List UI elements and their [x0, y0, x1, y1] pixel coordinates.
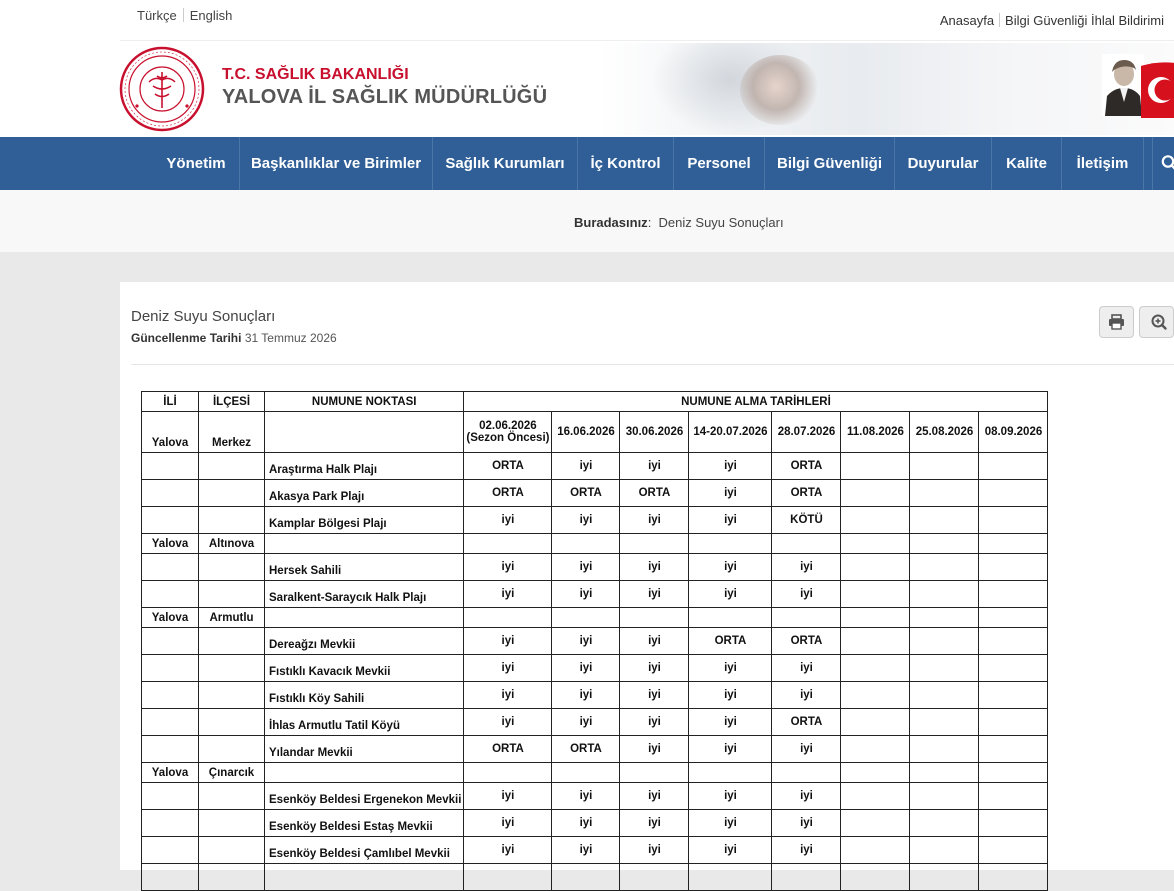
- breadcrumb-bar: [0, 190, 1174, 252]
- result-cell: iyi: [620, 736, 689, 763]
- nav-item-baskanliklar[interactable]: Başkanlıklar ve Birimler: [240, 137, 433, 190]
- result-cell: iyi: [552, 837, 620, 864]
- header-sample-point: NUMUNE NOKTASI: [265, 392, 464, 412]
- result-cell: [979, 480, 1048, 507]
- result-cell: ORTA: [772, 709, 841, 736]
- update-date: [131, 331, 337, 345]
- result-cell: [841, 864, 910, 891]
- date-note: (Sezon Öncesi): [466, 432, 549, 444]
- date-header-5: 28.07.2026: [772, 412, 841, 453]
- portrait-image: [1102, 54, 1144, 116]
- empty-cell: [552, 534, 620, 554]
- language-english-link[interactable]: English: [190, 8, 233, 23]
- table-row: [142, 837, 1048, 864]
- result-cell: iyi: [772, 682, 841, 709]
- empty-cell: [772, 534, 841, 554]
- group-row: [142, 608, 1048, 628]
- empty-cell: [199, 655, 265, 682]
- nav-item-kalite[interactable]: Kalite: [992, 137, 1062, 190]
- table-row: [142, 628, 1048, 655]
- sample-point-name: Araştırma Halk Plajı: [265, 453, 464, 480]
- result-cell: [841, 709, 910, 736]
- empty-cell: [841, 763, 910, 783]
- empty-cell: [199, 682, 265, 709]
- result-cell: iyi: [464, 810, 552, 837]
- sample-point-name: Esenköy Beldesi Çamlıbel Mevkii: [265, 837, 464, 864]
- result-cell: iyi: [620, 810, 689, 837]
- result-cell: [841, 655, 910, 682]
- result-cell: iyi: [620, 682, 689, 709]
- empty-cell: [142, 709, 199, 736]
- site-header: [0, 40, 1174, 137]
- empty-cell: [689, 534, 772, 554]
- empty-cell: [142, 864, 199, 891]
- table-date-row: [142, 412, 1048, 453]
- result-cell: [689, 864, 772, 891]
- header-sampling-dates: NUMUNE ALMA TARİHLERİ: [464, 392, 1048, 412]
- print-button[interactable]: [1099, 306, 1134, 338]
- result-cell: ORTA: [464, 736, 552, 763]
- nav-item-yonetim[interactable]: Yönetim: [153, 137, 240, 190]
- empty-cell: [199, 628, 265, 655]
- result-cell: iyi: [464, 709, 552, 736]
- result-cell: [910, 507, 979, 534]
- nav-item-ic-kontrol[interactable]: İç Kontrol: [578, 137, 674, 190]
- main-navigation: [0, 137, 1174, 190]
- result-cell: iyi: [620, 581, 689, 608]
- empty-cell: [142, 581, 199, 608]
- result-cell: [841, 736, 910, 763]
- result-cell: ORTA: [772, 480, 841, 507]
- result-cell: [910, 837, 979, 864]
- sample-point-name: Saralkent-Saraycık Halk Plajı: [265, 581, 464, 608]
- result-cell: iyi: [620, 554, 689, 581]
- result-cell: iyi: [552, 783, 620, 810]
- top-links: [940, 13, 1164, 28]
- nav-item-bilgi-guvenligi[interactable]: Bilgi Güvenliği: [765, 137, 895, 190]
- empty-cell: [199, 837, 265, 864]
- breadcrumb: [574, 215, 784, 230]
- result-cell: [841, 628, 910, 655]
- empty-cell: [142, 783, 199, 810]
- zoom-in-button[interactable]: [1139, 306, 1174, 338]
- date-header-7: 25.08.2026: [910, 412, 979, 453]
- result-cell: [979, 628, 1048, 655]
- table-row: [142, 783, 1048, 810]
- date-header-3: 30.06.2026: [620, 412, 689, 453]
- empty-cell: [772, 763, 841, 783]
- empty-cell: [199, 709, 265, 736]
- result-cell: iyi: [464, 554, 552, 581]
- empty-cell: [841, 608, 910, 628]
- result-cell: [979, 453, 1048, 480]
- update-date-value: 31 Temmuz 2026: [245, 331, 337, 345]
- sample-point-name: Fıstıklı Kavacık Mevkii: [265, 655, 464, 682]
- result-cell: [979, 655, 1048, 682]
- result-cell: [841, 453, 910, 480]
- result-cell: iyi: [552, 628, 620, 655]
- result-cell: iyi: [689, 655, 772, 682]
- group-il: Yalova: [142, 608, 199, 628]
- result-cell: iyi: [689, 783, 772, 810]
- result-cell: iyi: [689, 810, 772, 837]
- result-cell: iyi: [552, 507, 620, 534]
- security-breach-report-link[interactable]: Bilgi Güvenliği İhlal Bildirimi: [1005, 13, 1164, 28]
- empty-cell: [841, 534, 910, 554]
- empty-cell: [199, 554, 265, 581]
- result-cell: [910, 480, 979, 507]
- table-header-row: [142, 392, 1048, 412]
- empty-cell: [620, 608, 689, 628]
- ministry-seal-icon: [119, 46, 205, 132]
- nav-item-saglik-kurumlari[interactable]: Sağlık Kurumları: [433, 137, 578, 190]
- group-il: Yalova: [142, 763, 199, 783]
- sample-point-name: Hersek Sahili: [265, 554, 464, 581]
- empty-cell: [142, 837, 199, 864]
- group-ilce: Altınova: [199, 534, 265, 554]
- result-cell: [979, 682, 1048, 709]
- result-cell: KÖTÜ: [772, 507, 841, 534]
- header-banner-image: [600, 43, 1174, 135]
- result-cell: [841, 554, 910, 581]
- table-row: [142, 581, 1048, 608]
- empty-cell: [142, 480, 199, 507]
- empty-cell: [689, 608, 772, 628]
- search-icon: [1153, 137, 1174, 190]
- result-cell: iyi: [772, 810, 841, 837]
- empty-cell: [979, 608, 1048, 628]
- result-cell: iyi: [464, 628, 552, 655]
- table-row: [142, 736, 1048, 763]
- result-cell: [979, 810, 1048, 837]
- result-cell: iyi: [464, 581, 552, 608]
- result-cell: ORTA: [464, 453, 552, 480]
- result-cell: [772, 864, 841, 891]
- empty-cell: [772, 608, 841, 628]
- content-card: [120, 282, 1174, 870]
- result-cell: iyi: [689, 581, 772, 608]
- result-cell: [910, 709, 979, 736]
- result-cell: [979, 507, 1048, 534]
- empty-cell: [464, 534, 552, 554]
- table-body: [142, 392, 1048, 891]
- language-switcher: [137, 8, 232, 23]
- result-cell: [910, 682, 979, 709]
- result-cell: [552, 864, 620, 891]
- table-row: [142, 709, 1048, 736]
- empty-cell: [620, 534, 689, 554]
- result-cell: ORTA: [689, 628, 772, 655]
- sample-point-name: Dereağzı Mevkii: [265, 628, 464, 655]
- result-cell: ORTA: [772, 628, 841, 655]
- result-cell: ORTA: [620, 480, 689, 507]
- empty-cell: [910, 608, 979, 628]
- group-ilce: Çınarcık: [199, 763, 265, 783]
- date-header-8: 08.09.2026: [979, 412, 1048, 453]
- group-il: Yalova: [142, 534, 199, 554]
- result-cell: [841, 810, 910, 837]
- result-cell: iyi: [620, 628, 689, 655]
- result-cell: ORTA: [552, 736, 620, 763]
- result-cell: [910, 864, 979, 891]
- divider: [183, 8, 184, 22]
- result-cell: iyi: [689, 682, 772, 709]
- result-cell: iyi: [552, 581, 620, 608]
- result-cell: iyi: [464, 655, 552, 682]
- date-header-4: 14-20.07.2026: [689, 412, 772, 453]
- result-cell: [620, 864, 689, 891]
- result-cell: iyi: [689, 453, 772, 480]
- result-cell: iyi: [620, 709, 689, 736]
- empty-cell: [142, 453, 199, 480]
- result-cell: ORTA: [552, 480, 620, 507]
- divider: [120, 40, 1174, 41]
- result-cell: [979, 837, 1048, 864]
- breadcrumb-current-link[interactable]: Deniz Suyu Sonuçları: [659, 215, 784, 230]
- result-cell: iyi: [552, 453, 620, 480]
- empty-cell: [552, 763, 620, 783]
- table-row: [142, 810, 1048, 837]
- result-cell: iyi: [552, 810, 620, 837]
- group-il: Yalova: [142, 412, 199, 453]
- result-cell: iyi: [689, 837, 772, 864]
- result-cell: [841, 682, 910, 709]
- result-cell: [910, 655, 979, 682]
- result-cell: [979, 864, 1048, 891]
- result-cell: iyi: [689, 480, 772, 507]
- result-cell: iyi: [464, 682, 552, 709]
- result-cell: iyi: [772, 581, 841, 608]
- empty-cell: [199, 783, 265, 810]
- directorate-name: YALOVA İL SAĞLIK MÜDÜRLÜĞÜ: [222, 86, 547, 109]
- table-row: [142, 655, 1048, 682]
- result-cell: [979, 783, 1048, 810]
- nav-item-iletisim[interactable]: İletişim: [1062, 137, 1144, 190]
- result-cell: [979, 581, 1048, 608]
- result-cell: iyi: [620, 507, 689, 534]
- result-cell: [841, 783, 910, 810]
- result-cell: [979, 554, 1048, 581]
- empty-cell: [910, 763, 979, 783]
- result-cell: iyi: [689, 554, 772, 581]
- result-cell: [910, 810, 979, 837]
- result-cell: [841, 480, 910, 507]
- result-cell: iyi: [620, 783, 689, 810]
- sample-point-name: [265, 864, 464, 891]
- empty-cell: [199, 810, 265, 837]
- result-cell: [979, 709, 1048, 736]
- empty-cell: [265, 534, 464, 554]
- sample-point-name: Akasya Park Plajı: [265, 480, 464, 507]
- empty-cell: [142, 810, 199, 837]
- table-row: [142, 554, 1048, 581]
- empty-cell: [199, 581, 265, 608]
- top-bar: [0, 0, 1174, 40]
- result-cell: iyi: [772, 783, 841, 810]
- table-row: [142, 480, 1048, 507]
- table-row: [142, 682, 1048, 709]
- zoom-in-icon: [1140, 307, 1173, 337]
- group-row: [142, 763, 1048, 783]
- empty-cell: [199, 480, 265, 507]
- empty-cell: [199, 864, 265, 891]
- result-cell: iyi: [464, 783, 552, 810]
- empty-cell: [979, 763, 1048, 783]
- empty-cell: [142, 682, 199, 709]
- sample-point-name: Yılandar Mevkii: [265, 736, 464, 763]
- sample-point-name: İhlas Armutlu Tatil Köyü: [265, 709, 464, 736]
- result-cell: iyi: [464, 507, 552, 534]
- date-header-6: 11.08.2026: [841, 412, 910, 453]
- group-ilce: Armutlu: [199, 608, 265, 628]
- empty-cell: [265, 608, 464, 628]
- sample-point-name: Kamplar Bölgesi Plajı: [265, 507, 464, 534]
- empty-cell: [620, 763, 689, 783]
- sample-point-name: Fıstıklı Köy Sahili: [265, 682, 464, 709]
- breadcrumb-label: Buradasınız: [574, 215, 648, 230]
- ministry-name: T.C. SAĞLIK BAKANLIĞI: [222, 66, 409, 84]
- divider: [131, 364, 1174, 365]
- update-date-label: Güncellenme Tarihi: [131, 331, 241, 345]
- nav-item-personel[interactable]: Personel: [674, 137, 765, 190]
- result-cell: [841, 507, 910, 534]
- empty-cell: [142, 554, 199, 581]
- header-il: İLİ: [142, 392, 199, 412]
- result-cell: [910, 581, 979, 608]
- breadcrumb-separator: :: [648, 215, 652, 230]
- sample-point-name: Esenköy Beldesi Ergenekon Mevkii: [265, 783, 464, 810]
- result-cell: iyi: [689, 736, 772, 763]
- result-cell: iyi: [552, 709, 620, 736]
- result-cell: iyi: [772, 837, 841, 864]
- result-cell: iyi: [464, 837, 552, 864]
- empty-cell: [199, 736, 265, 763]
- group-ilce: Merkez: [199, 412, 265, 453]
- result-cell: iyi: [772, 554, 841, 581]
- result-cell: ORTA: [772, 453, 841, 480]
- sea-water-results-table: [141, 391, 1048, 891]
- empty-cell: [142, 736, 199, 763]
- table-row: [142, 453, 1048, 480]
- print-icon: [1100, 307, 1133, 337]
- empty-cell: [464, 608, 552, 628]
- language-turkish-link[interactable]: Türkçe: [137, 8, 177, 23]
- home-link[interactable]: Anasayfa: [940, 13, 994, 28]
- group-row: [142, 534, 1048, 554]
- empty-cell: [265, 763, 464, 783]
- result-cell: ORTA: [464, 480, 552, 507]
- result-cell: iyi: [552, 655, 620, 682]
- result-cell: [841, 581, 910, 608]
- empty-cell: [265, 412, 464, 453]
- table-row: [142, 864, 1048, 891]
- nav-search-button[interactable]: [1152, 137, 1174, 190]
- result-cell: iyi: [552, 554, 620, 581]
- empty-cell: [142, 628, 199, 655]
- empty-cell: [464, 763, 552, 783]
- table-row: [142, 507, 1048, 534]
- empty-cell: [142, 655, 199, 682]
- header-ilce: İLÇESİ: [199, 392, 265, 412]
- sample-point-name: Esenköy Beldesi Estaş Mevkii: [265, 810, 464, 837]
- date-value: 02.06.2026: [479, 420, 537, 432]
- result-cell: iyi: [620, 453, 689, 480]
- result-cell: [979, 736, 1048, 763]
- result-cell: iyi: [620, 837, 689, 864]
- empty-cell: [910, 534, 979, 554]
- empty-cell: [979, 534, 1048, 554]
- result-cell: [841, 837, 910, 864]
- empty-cell: [199, 453, 265, 480]
- result-cell: [910, 453, 979, 480]
- result-cell: [910, 554, 979, 581]
- result-cell: iyi: [689, 709, 772, 736]
- result-cell: [910, 783, 979, 810]
- date-header-2: 16.06.2026: [552, 412, 620, 453]
- result-cell: iyi: [620, 655, 689, 682]
- result-cell: [464, 864, 552, 891]
- divider: [999, 13, 1000, 27]
- empty-cell: [552, 608, 620, 628]
- empty-cell: [142, 507, 199, 534]
- result-cell: [910, 736, 979, 763]
- empty-cell: [199, 507, 265, 534]
- empty-cell: [689, 763, 772, 783]
- result-cell: iyi: [772, 655, 841, 682]
- page-title: Deniz Suyu Sonuçları: [131, 308, 275, 325]
- result-cell: iyi: [689, 507, 772, 534]
- nav-item-duyurular[interactable]: Duyurular: [895, 137, 992, 190]
- result-cell: iyi: [772, 736, 841, 763]
- result-cell: [910, 628, 979, 655]
- turkish-flag-image: [1141, 60, 1174, 118]
- result-cell: iyi: [552, 682, 620, 709]
- date-header-1: [464, 412, 552, 453]
